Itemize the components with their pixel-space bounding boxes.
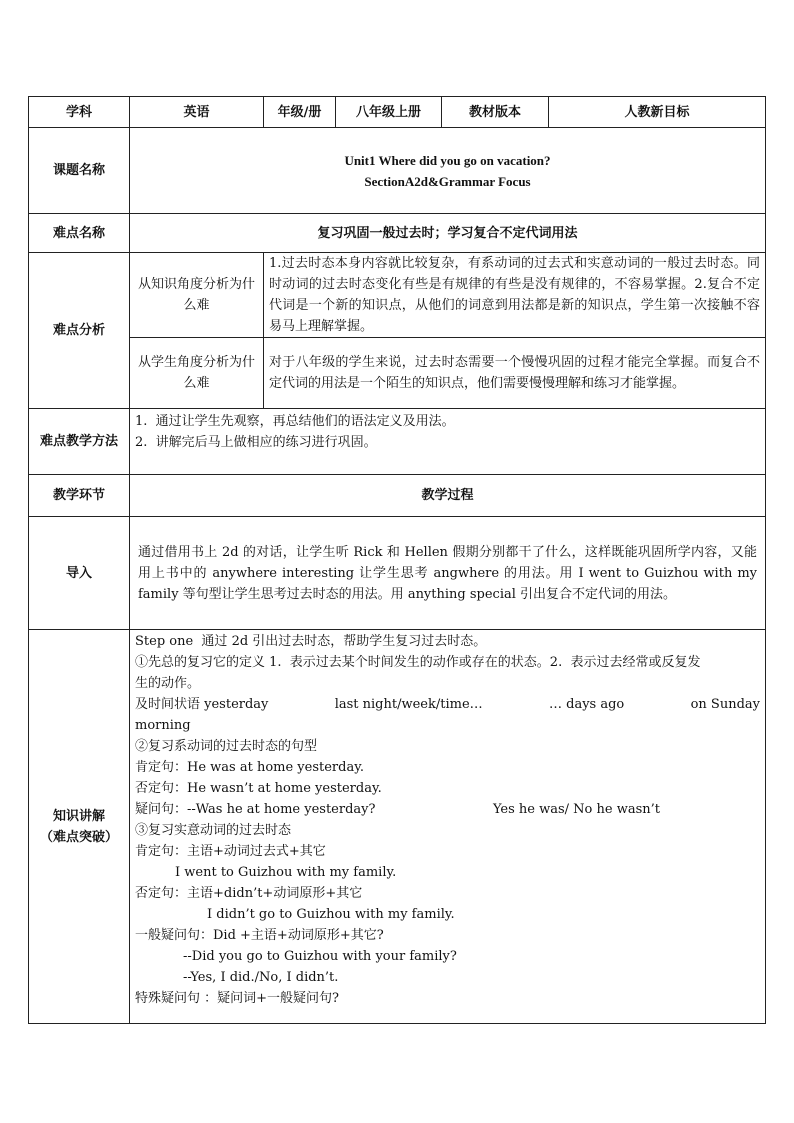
edition-label: 教材版本 <box>442 97 549 128</box>
lesson-plan-table <box>28 96 766 1024</box>
verb-negative-example: I didn’t go to Guizhou with my family. <box>207 907 455 922</box>
subject-label: 学科 <box>29 97 130 128</box>
intro-row <box>29 517 766 630</box>
difficulty-label: 难点名称 <box>29 214 130 253</box>
analysis-knowledge-text: 1.过去时态本身内容就比较复杂，有系动词的过去式和实意动词的一般过去时态。同时动词的过去时态变化有些是有规律的有些是没有规律的，不容易掌握。2.复合不定代词是一个新的知识点，从他们的词意到用法都是新的知识点，学生第一次接触不容易马上理解掌握。 <box>264 253 766 338</box>
knowledge-content <box>130 630 766 1024</box>
topic-title <box>130 128 766 214</box>
verb-affirmative-example: I went to Guizhou with my family. <box>175 865 397 880</box>
time-word: last night/week/time… <box>334 697 483 712</box>
verb-question: 一般疑问句：Did +主语+动词原形+其它? <box>135 928 384 943</box>
analysis-student-text: 对于八年级的学生来说，过去时态需要一个慢慢巩固的过程才能完全掌握。而复合不定代词的用法是一个陌生的知识点，他们需要慢慢理解和练习才能掌握。 <box>264 338 766 409</box>
time-word-end: morning <box>135 718 191 733</box>
time-word: … days ago <box>549 697 625 712</box>
time-words <box>135 694 760 715</box>
methods-label: 难点教学方法 <box>29 409 130 475</box>
definition-line2: 生的动作。 <box>135 676 201 691</box>
wh-question: 特殊疑问句 ：疑问词+一般疑问句? <box>135 991 339 1006</box>
subject-value: 英语 <box>130 97 264 128</box>
verb-title: ③复习实意动词的过去时态 <box>135 823 292 838</box>
intro-label: 导入 <box>29 517 130 630</box>
difficulty-row <box>29 214 766 253</box>
grade-value: 八年级上册 <box>336 97 442 128</box>
knowledge-label-line1: 知识讲解 <box>52 808 105 824</box>
be-question: 疑问句：--Was he at home yesterday? <box>135 802 376 817</box>
methods-row <box>29 409 766 475</box>
definition-line1: ①先总的复习它的定义 1. 表示过去某个时间发生的动作或存在的状态。2. 表示过去经常或反复发 <box>135 655 701 670</box>
analysis-label: 难点分析 <box>29 253 130 409</box>
header-row <box>29 97 766 128</box>
process-value: 教学过程 <box>130 475 766 517</box>
verb-question-example2: --Yes, I did./No, I didn’t. <box>183 970 339 985</box>
methods-list <box>130 409 766 475</box>
knowledge-label <box>29 630 130 1024</box>
process-label: 教学环节 <box>29 475 130 517</box>
analysis-row-knowledge <box>29 253 766 338</box>
be-answer: Yes he was/ No he wasn’t <box>492 802 660 817</box>
method-item: 1. 通过让学生先观察，再总结他们的语法定义及用法。 <box>135 414 455 429</box>
difficulty-value: 复习巩固一般过去时；学习复合不定代词用法 <box>130 214 766 253</box>
method-item: 2. 讲解完后马上做相应的练习进行巩固。 <box>135 435 377 450</box>
topic-title-line2: SectionA2d&Grammar Focus <box>364 173 531 189</box>
topic-label: 课题名称 <box>29 128 130 214</box>
be-negative: 否定句：He wasn’t at home yesterday. <box>135 781 382 796</box>
step-one: Step one 通过 2d 引出过去时态，帮助学生复习过去时态。 <box>135 634 487 649</box>
process-row <box>29 475 766 517</box>
analysis-student-label: 从学生角度分析为什么难 <box>130 338 264 409</box>
analysis-knowledge-label: 从知识角度分析为什么难 <box>130 253 264 338</box>
verb-affirmative: 肯定句：主语+动词过去式+其它 <box>135 844 326 859</box>
topic-title-line1: Unit1 Where did you go on vacation? <box>344 152 551 168</box>
verb-negative: 否定句：主语+didn’t+动词原形+其它 <box>135 886 363 901</box>
intro-text: 通过借用书上 2d 的对话，让学生听 Rick 和 Hellen 假期分别都干了什么，这样既能巩固所学内容，又能用上书中的 anywhere interesting 让学生思考 angwhere 的用法。用 I went to Guizhou with my family 等句型让学生思考过去时态的用法。用 anything special 引出复合不定代词的用法。 <box>130 517 766 630</box>
analysis-row-student <box>29 338 766 409</box>
verb-question-example1: --Did you go to Guizhou with your family? <box>183 949 457 964</box>
time-word: 及时间状语 yesterday <box>135 697 269 712</box>
topic-row <box>29 128 766 214</box>
knowledge-row <box>29 630 766 1024</box>
knowledge-label-line2: （难点突破） <box>39 829 118 845</box>
be-affirmative: 肯定句：He was at home yesterday. <box>135 760 364 775</box>
be-question-line <box>135 799 760 820</box>
be-title: ②复习系动词的过去时态的句型 <box>135 739 318 754</box>
edition-value: 人教新目标 <box>549 97 766 128</box>
grade-label: 年级/册 <box>264 97 336 128</box>
time-word: on Sunday <box>690 697 760 712</box>
